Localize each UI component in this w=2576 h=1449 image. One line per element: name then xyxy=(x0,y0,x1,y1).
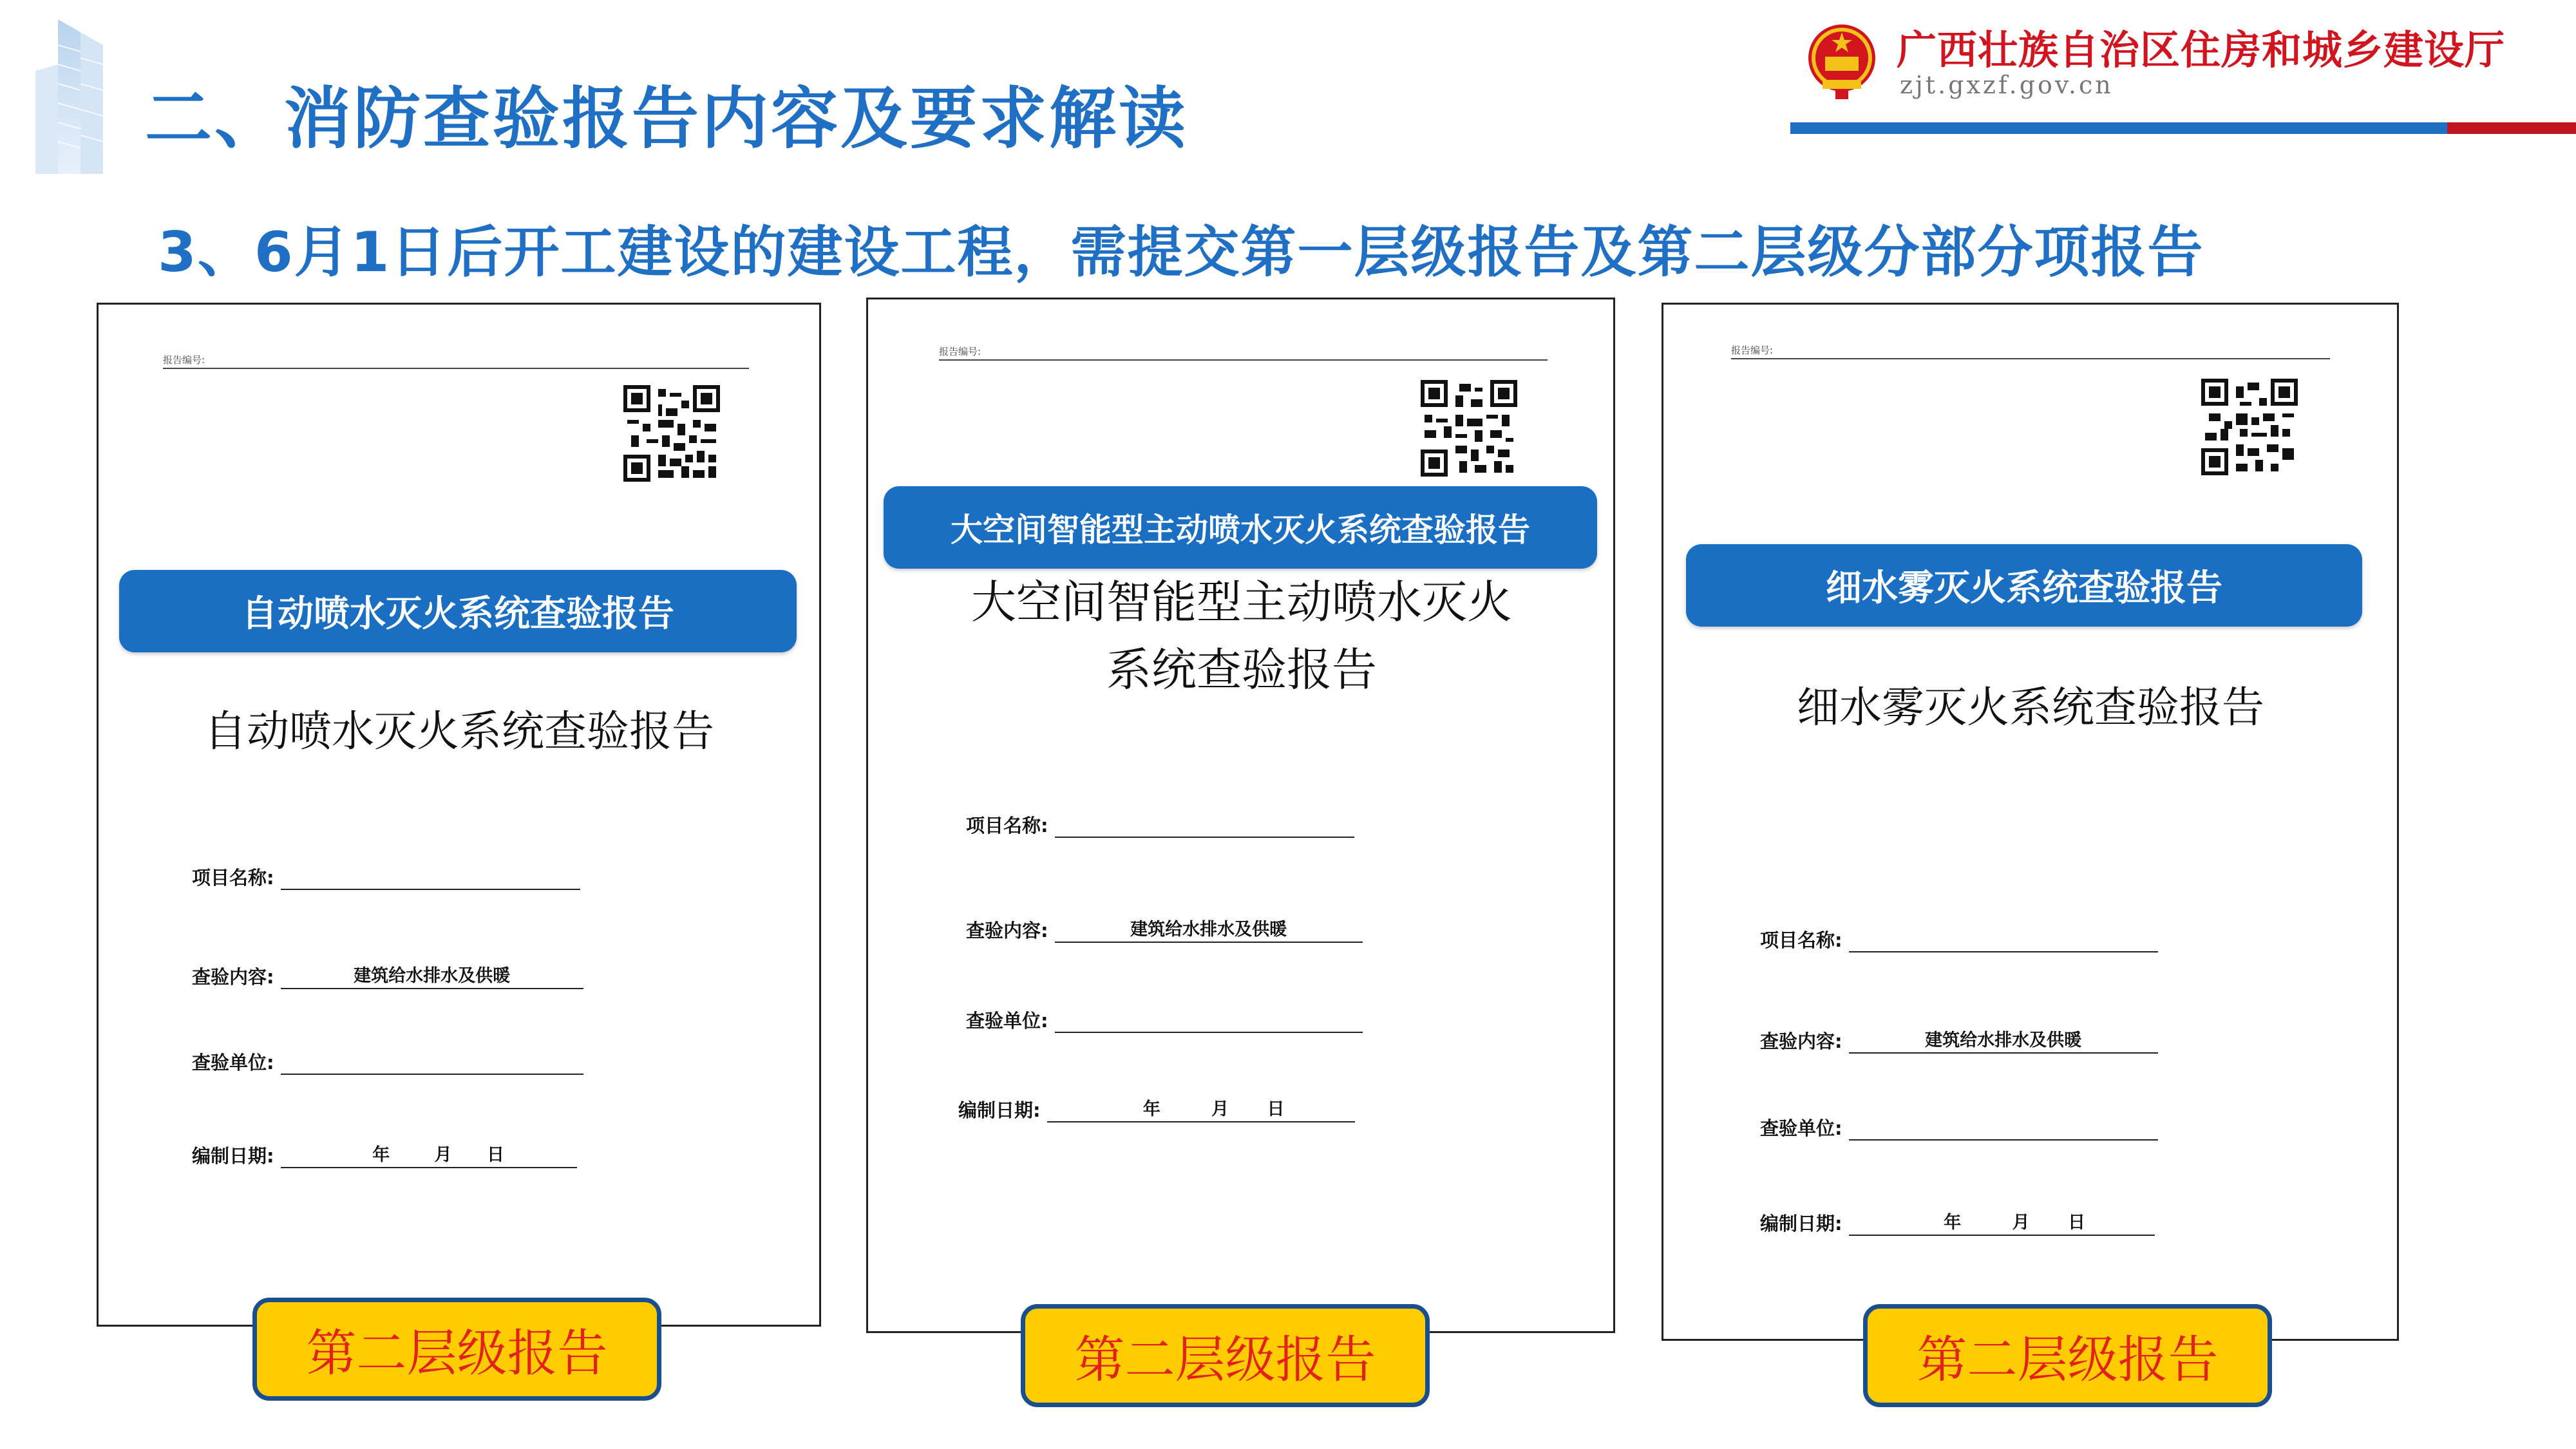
date-month: 月 xyxy=(434,1145,452,1165)
field-value xyxy=(281,866,580,890)
field-value: 建筑给水排水及供暖 xyxy=(281,965,583,989)
slide-title: 二、消防查验报告内容及要求解读 xyxy=(145,79,1189,158)
date-month: 月 xyxy=(2012,1213,2030,1233)
project-name-field xyxy=(192,864,580,890)
department-url: zjt.gxzf.gov.cn xyxy=(1900,71,2114,99)
field-label: 查验内容: xyxy=(1760,1030,1842,1052)
header-divider-red xyxy=(2447,122,2576,134)
date-day: 日 xyxy=(1267,1099,1285,1119)
date-value xyxy=(1047,1098,1355,1122)
report-title-banner: 细水雾灭火系统查验报告 xyxy=(1686,544,2362,627)
date-day: 日 xyxy=(2068,1213,2086,1233)
date-month: 月 xyxy=(1211,1099,1229,1119)
report-heading xyxy=(868,569,1615,704)
report-number-label: 报告编号: xyxy=(939,345,1548,361)
qr-code-icon xyxy=(1421,380,1517,477)
date-year: 年 xyxy=(1944,1213,1962,1233)
report-number-label: 报告编号: xyxy=(163,353,749,369)
field-label: 查验单位: xyxy=(192,1052,274,1074)
field-label: 项目名称: xyxy=(1760,929,1842,951)
report-heading-line1: 自动喷水灭火系统查验报告 xyxy=(204,706,714,756)
field-value: 建筑给水排水及供暖 xyxy=(1849,1029,2158,1054)
date-value xyxy=(281,1144,577,1168)
report-number-label: 报告编号: xyxy=(1731,343,2330,359)
project-name-field xyxy=(1760,926,2158,952)
field-label: 编制日期: xyxy=(1760,1213,1842,1235)
report-title-banner: 大空间智能型主动喷水灭火系统查验报告 xyxy=(884,486,1597,569)
field-label: 项目名称: xyxy=(192,867,274,889)
field-value xyxy=(1055,1009,1363,1033)
date-year: 年 xyxy=(372,1145,390,1165)
building-icon xyxy=(19,13,129,180)
report-heading xyxy=(1663,677,2398,739)
field-value: 建筑给水排水及供暖 xyxy=(1055,918,1363,943)
field-label: 编制日期: xyxy=(958,1099,1041,1121)
inspection-content-field xyxy=(192,963,583,989)
compile-date-field xyxy=(192,1142,577,1168)
field-value xyxy=(1849,1116,2158,1141)
report-heading xyxy=(99,701,820,762)
field-label: 编制日期: xyxy=(192,1145,274,1167)
inspection-content-field xyxy=(966,916,1363,943)
date-day: 日 xyxy=(487,1145,505,1165)
second-level-report-tag: 第二层级报告 xyxy=(1863,1304,2272,1407)
department-name: 广西壮族自治区住房和城乡建设厅 xyxy=(1897,26,2506,73)
report-heading-line1: 细水雾灭火系统查验报告 xyxy=(1797,683,2264,732)
field-label: 查验单位: xyxy=(1760,1117,1842,1139)
field-value xyxy=(1055,813,1354,838)
field-label: 查验单位: xyxy=(966,1010,1048,1032)
second-level-report-tag: 第二层级报告 xyxy=(252,1298,661,1401)
field-value xyxy=(1849,928,2158,952)
slide-subtitle: 3、6月1日后开工建设的建设工程，需提交第一层级报告及第二层级分部分项报告 xyxy=(158,220,2204,285)
header-divider-blue xyxy=(1790,122,2447,134)
project-name-field xyxy=(966,811,1354,838)
field-label: 查验内容: xyxy=(966,920,1048,942)
report-heading-line2: 系统查验报告 xyxy=(1106,643,1377,696)
field-label: 查验内容: xyxy=(192,966,274,988)
date-year: 年 xyxy=(1142,1099,1160,1119)
compile-date-field xyxy=(1760,1209,2155,1236)
report-heading-line1: 大空间智能型主动喷水灭火 xyxy=(971,576,1512,629)
inspection-unit-field xyxy=(966,1007,1363,1033)
field-label: 项目名称: xyxy=(966,815,1048,837)
report-title-banner: 自动喷水灭火系统查验报告 xyxy=(119,570,797,652)
second-level-report-tag: 第二层级报告 xyxy=(1021,1304,1430,1407)
qr-code-icon xyxy=(2201,379,2298,475)
compile-date-field xyxy=(958,1096,1355,1122)
inspection-unit-field xyxy=(192,1048,583,1075)
qr-code-icon xyxy=(623,385,720,482)
report-page xyxy=(866,298,1615,1333)
inspection-content-field xyxy=(1760,1027,2158,1054)
field-value xyxy=(281,1050,583,1075)
report-page xyxy=(1662,303,2399,1341)
report-page xyxy=(97,303,821,1327)
inspection-unit-field xyxy=(1760,1114,2158,1141)
date-value xyxy=(1849,1211,2155,1236)
national-emblem-icon xyxy=(1803,18,1880,102)
